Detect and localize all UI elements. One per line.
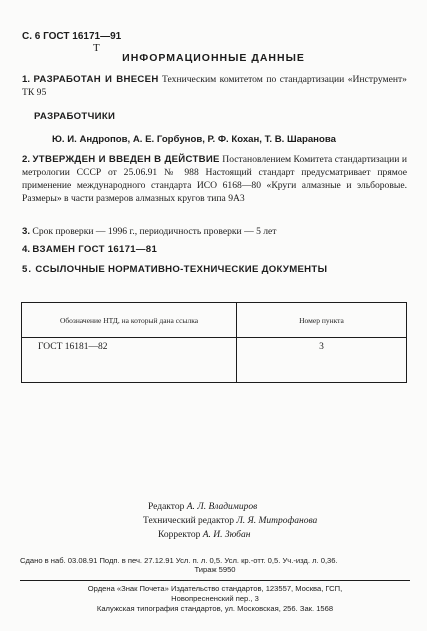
section-text: Техническим комитетом по стандартизации «Инструмент» ТК 95 [22,74,407,98]
column-header-item: Номер пункта [237,303,407,338]
developers-list: Ю. И. Андропов, А. Е. Горбунов, Р. Ф. Кохан, Т. В. Шаранова [52,134,336,145]
cell-doc: ГОСТ 16181—82 [22,338,237,383]
tech-editor-line: Технический редактор Л. Я. Митрофанова [143,516,318,526]
section-number: 1. [22,74,31,85]
developers-heading: РАЗРАБОТЧИКИ [34,111,116,122]
references-table [21,302,407,383]
section-5 [22,263,407,276]
tech-editor-name: Л. Я. Митрофанова [236,516,318,526]
imprint-line-4: Новопресненский пер., 3 [171,594,259,603]
imprint-line-2: Тираж 5950 [194,565,236,574]
editor-line: Редактор А. Л. Владимиров [148,502,258,512]
section-text: Срок проверки — 1996 г., периодичность проверки — 5 лет [32,226,277,237]
table-row [22,338,407,383]
section-number: 3. [22,226,31,237]
section-heading: РАЗРАБОТАН И ВНЕСЕН [33,74,159,85]
column-header-doc: Обозначение НТД, на который дана ссылка [22,303,237,338]
imprint-line-1: Сдано в наб. 03.08.91 Подп. в печ. 27.12.91 Усл. п. л. 0,5. Усл. кр.-отт. 0,5. Уч.-изд. л. 0,36. [20,556,338,565]
section-number: 4. [22,244,31,255]
section-heading: ВЗАМЕН ГОСТ 16171—81 [32,244,158,255]
imprint-line-5: Калужская типография стандартов, ул. Московская, 256. Зак. 1568 [96,604,334,613]
handwritten-mark: Т [93,42,100,54]
corrector-line: Корректор А. И. Зюбан [158,530,251,540]
section-heading: ССЫЛОЧНЫЕ НОРМАТИВНО-ТЕХНИЧЕСКИЕ ДОКУМЕНТЫ [35,264,328,275]
page-header: С. 6 ГОСТ 16171—91 [22,31,122,42]
section-number: 2. [22,154,31,165]
editor-name: А. Л. Владимиров [186,502,258,512]
section-1 [22,73,407,99]
section-text: Постановлением Комитета стандартизации и метрологии СССР от 25.06.91 № 988 Настоящий стандарт предусматривает прямое применение международного стандарта ИСО 6168—80 «Круги алмазные и эльборовые. Размеры» в части размеров алмазных кругов типа 9А3 [22,154,408,204]
section-3 [22,225,407,238]
section-number: 5. [22,264,33,275]
section-4 [22,243,407,256]
section-heading: УТВЕРЖДЕН И ВВЕДЕН В ДЕЙСТВИЕ [32,154,220,165]
table-header-row [22,303,407,338]
section-2 [22,153,407,205]
corrector-name: А. И. Зюбан [202,530,251,540]
page-title: ИНФОРМАЦИОННЫЕ ДАННЫЕ [122,52,305,64]
cell-item: 3 [237,338,407,383]
imprint-line-3: Ордена «Знак Почета» Издательство стандартов, 123557, Москва, ГСП, [87,584,343,593]
divider [20,580,410,581]
